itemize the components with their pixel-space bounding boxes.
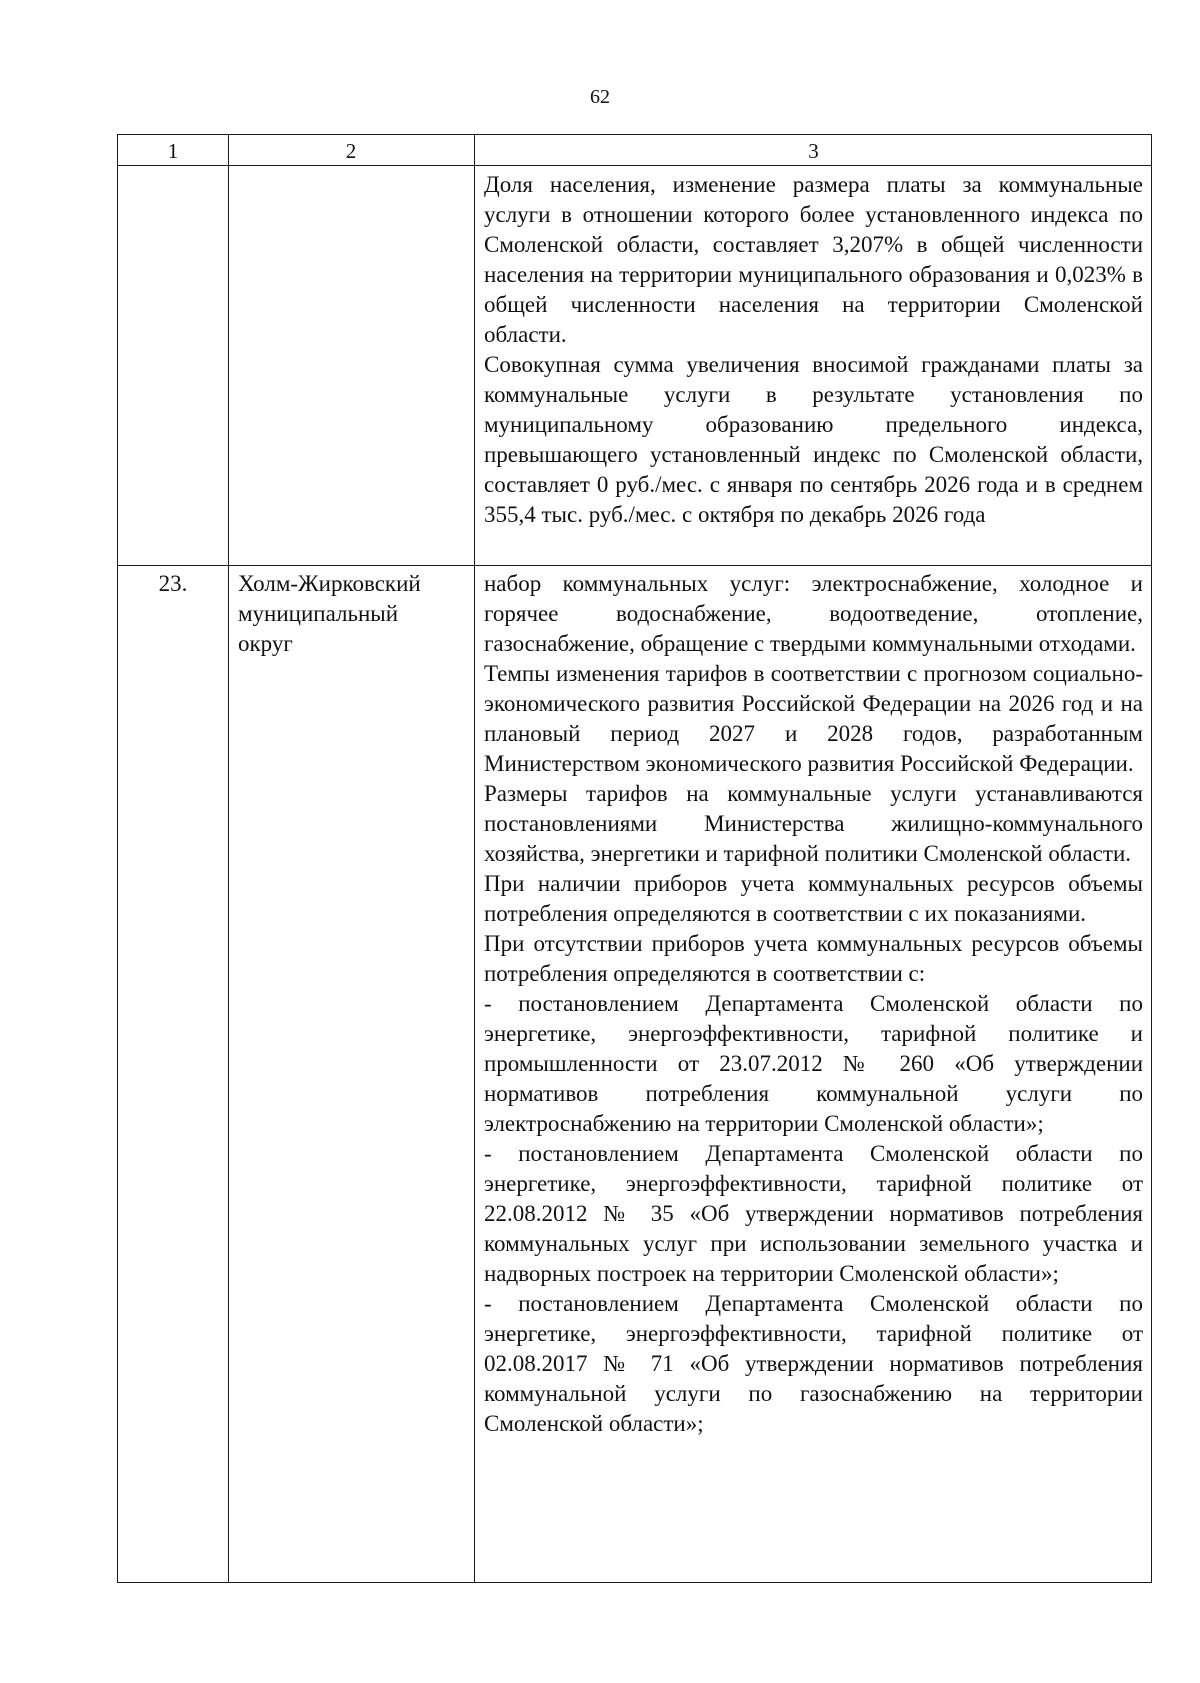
tariff-table — [117, 134, 1152, 1583]
header-row-divider — [118, 165, 1151, 166]
paragraph: Размеры тарифов на коммунальные услуги устанавливаются постановлениями Министерства жилищно-коммунального хозяйства, энергетики и тарифной политики Смоленской области. — [484, 781, 1143, 866]
column-header-3: 3 — [808, 139, 819, 163]
paragraph: При отсутствии приборов учета коммунальных ресурсов объемы потребления определяются в соответствии с: — [484, 931, 1143, 986]
continuation-cell — [484, 170, 1143, 530]
paragraph: Темпы изменения тарифов в соответствии с прогнозом социально-экономического развития Российской Федерации на 2026 год и на плановый период 2027 и 2028 годов, разработанным Министерством экономического развития Российской Федерации. — [484, 661, 1143, 776]
paragraph: При наличии приборов учета коммунальных ресурсов объемы потребления определяются в соответствии с их показаниями. — [484, 871, 1143, 926]
column-divider-1 — [228, 135, 229, 1582]
paragraph: - постановлением Департамента Смоленской области по энергетике, энергоэффективности, тарифной политике и промышленности от 23.07.2012 № 260 «Об утверждении нормативов потребления коммунальной услуги по электроснабжению на территории Смоленской области»; — [484, 991, 1143, 1136]
paragraph: - постановлением Департамента Смоленской области по энергетике, энергоэффективности, тарифной политике от 22.08.2012 № 35 «Об утверждении нормативов потребления коммунальных услуг при использовании земельного участка и надворных построек на территории Смоленской области»; — [484, 1141, 1143, 1286]
paragraph: - постановлением Департамента Смоленской области по энергетике, энергоэффективности, тарифной политике от 02.08.2017 № 71 «Об утверждении нормативов потребления коммунальной услуги по газоснабжению на территории Смоленской области»; — [484, 1291, 1143, 1436]
row-number: 23. — [158, 571, 188, 596]
row-divider — [118, 565, 1151, 566]
municipality-name: Холм-Жирковский муниципальный округ — [238, 571, 421, 656]
paragraph: Совокупная сумма увеличения вносимой гражданами платы за коммунальные услуги в результате установления по муниципальному образованию предельного индекса, превышающего установленный индекс по Смоленской области, составляет 0 руб./мес. с января по сентябрь 2026 года и в среднем 355,4 тыс. руб./мес. с октября по декабрь 2026 года — [484, 352, 1143, 527]
column-header-1: 1 — [167, 139, 179, 163]
paragraph: Доля населения, изменение размера платы за коммунальные услуги в отношении которого более установленного индекса по Смоленской области, составляет 3,207% в общей численности населения на территории муниципального образования и 0,023% в общей численности населения на территории Смоленской области. — [484, 172, 1143, 347]
column-divider-2 — [474, 135, 475, 1582]
paragraph: набор коммунальных услуг: электроснабжение, холодное и горячее водоснабжение, водоотведение, отопление, газоснабжение, обращение с твердыми коммунальными отходами. — [484, 571, 1143, 656]
page-number: 62 — [590, 86, 610, 108]
description-cell — [484, 569, 1143, 1439]
column-header-2: 2 — [345, 139, 357, 163]
